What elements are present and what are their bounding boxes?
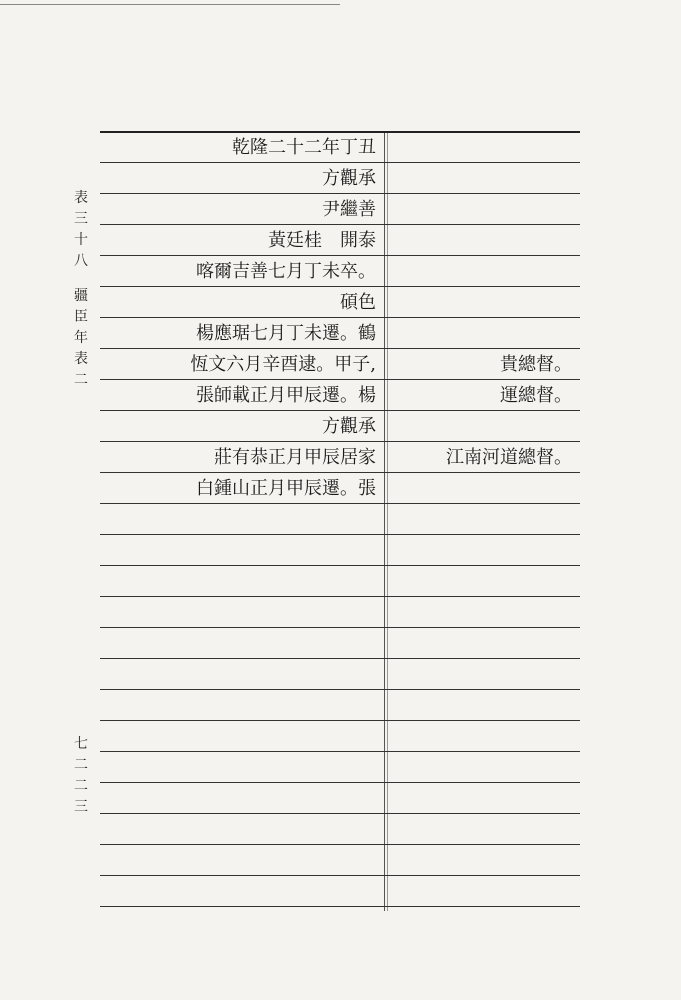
entry-cell: 恆文六月辛酉逮。甲子, (190, 354, 376, 375)
entry-cell: 尹繼善 (322, 199, 376, 220)
table-rule (100, 782, 580, 783)
side-page-number (70, 734, 92, 818)
table-rule (100, 844, 580, 845)
side-char: 臣 (74, 309, 88, 325)
top-rule (0, 4, 340, 5)
office-cell: 運總督。 (500, 385, 572, 406)
table-rule (100, 627, 580, 628)
office-cell: 江南河道總督。 (446, 447, 572, 468)
year-table (100, 131, 580, 911)
entry-cell: 張師載正月甲辰遷。楊 (196, 385, 376, 406)
side-char: 三 (74, 211, 88, 227)
table-rule (100, 689, 580, 690)
page-char: 二 (74, 778, 88, 794)
side-char: 八 (74, 253, 88, 269)
side-char: 十 (74, 232, 88, 248)
entry-cell: 乾隆二十二年丁丑 (232, 137, 376, 158)
side-char: 疆 (74, 288, 88, 304)
entry-cell: 方觀承 (322, 416, 376, 437)
entry-cell: 楊應琚七月丁未遷。鶴 (196, 323, 376, 344)
office-cell: 貴總督。 (500, 354, 572, 375)
entry-cell: 喀爾吉善七月丁未卒。 (196, 261, 376, 282)
table-rule (100, 813, 580, 814)
side-char: 年 (74, 330, 88, 346)
entry-cell: 黃廷桂 開泰 (268, 230, 376, 251)
side-char: 二 (74, 372, 88, 388)
entry-cell: 碩色 (340, 292, 376, 313)
column-divider-inner (387, 131, 388, 911)
table-rule (100, 875, 580, 876)
table-rule (100, 658, 580, 659)
table-rule (100, 534, 580, 535)
entry-cell: 方觀承 (322, 168, 376, 189)
entry-cell: 白鍾山正月甲辰遷。張 (196, 478, 376, 499)
table-rule (100, 751, 580, 752)
table-rule (100, 565, 580, 566)
table-rule (100, 720, 580, 721)
page-char: 三 (74, 799, 88, 815)
side-char: 表 (74, 351, 88, 367)
side-title (70, 188, 92, 391)
page-char: 二 (74, 757, 88, 773)
table-rule (100, 906, 580, 907)
column-divider (384, 131, 385, 911)
side-char: 表 (74, 190, 88, 206)
entry-cell: 莊有恭正月甲辰居家 (214, 447, 376, 468)
table-rule (100, 596, 580, 597)
page-char: 七 (74, 736, 88, 752)
